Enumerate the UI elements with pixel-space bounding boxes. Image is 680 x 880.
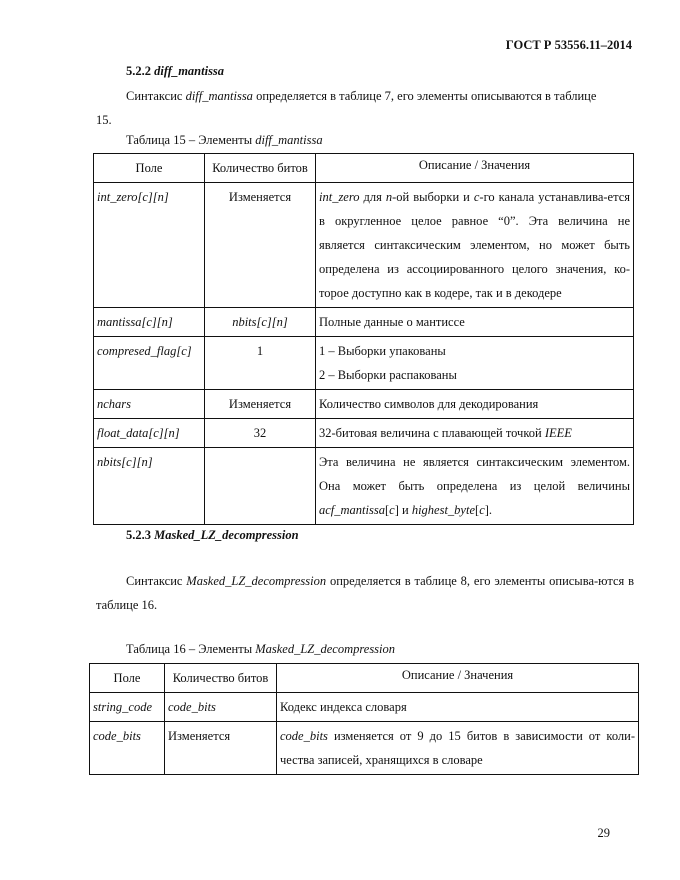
column-header: Описание / Значения bbox=[316, 154, 634, 183]
section-523-paragraph bbox=[96, 569, 634, 617]
table-header-row bbox=[94, 154, 634, 183]
caption-name: Masked_LZ_decompression bbox=[255, 642, 396, 656]
table-row bbox=[90, 693, 639, 722]
description-cell: 32-битовая величина с плавающей точкой IEEE bbox=[316, 419, 634, 448]
table15-caption bbox=[126, 133, 323, 148]
field-cell: int_zero[c][n] bbox=[94, 183, 205, 308]
description-cell: Количество символов для декодирования bbox=[316, 390, 634, 419]
table16-caption bbox=[126, 642, 395, 657]
para-text: Синтаксис bbox=[126, 89, 186, 103]
table-row bbox=[90, 722, 639, 775]
field-cell: nbits[c][n] bbox=[94, 448, 205, 525]
para-text: определяется в таблице 7, его элементы описываются в таблице bbox=[252, 89, 597, 103]
field-cell: string_code bbox=[90, 693, 165, 722]
column-header: Поле bbox=[94, 154, 205, 183]
field-cell: code_bits bbox=[90, 722, 165, 775]
bits-cell: Изменяется bbox=[205, 390, 316, 419]
document-header: ГОСТ Р 53556.11–2014 bbox=[505, 38, 632, 52]
bits-cell: code_bits bbox=[165, 693, 277, 722]
para-text: определяется в таблице 8, его элементы описыва-ются в таблице 16. bbox=[96, 574, 634, 612]
para-text: Синтаксис bbox=[126, 574, 187, 588]
page-number: 29 bbox=[597, 826, 610, 840]
heading-number: 5.2.3 bbox=[126, 528, 155, 542]
table-16 bbox=[89, 663, 639, 775]
bits-cell: Изменяется bbox=[205, 183, 316, 308]
table-row bbox=[94, 183, 634, 308]
table-row bbox=[94, 308, 634, 337]
caption-prefix: Таблица 16 – Элементы bbox=[126, 642, 256, 656]
heading-name: diff_mantissa bbox=[154, 64, 225, 78]
column-header: Описание / Значения bbox=[277, 664, 639, 693]
table-row bbox=[94, 419, 634, 448]
caption-name: diff_mantissa bbox=[255, 133, 323, 147]
bits-cell bbox=[205, 448, 316, 525]
column-header: Поле bbox=[90, 664, 165, 693]
table-header-row bbox=[90, 664, 639, 693]
table-row bbox=[94, 390, 634, 419]
para-name: Masked_LZ_decompression bbox=[186, 574, 327, 588]
description-cell: Эта величина не является синтаксическим элементом. Она может быть определена из целой величины acf_mantissa[c] и highest_byte[c]. bbox=[316, 448, 634, 525]
caption-prefix: Таблица 15 – Элементы bbox=[126, 133, 256, 147]
bits-cell: nbits[c][n] bbox=[205, 308, 316, 337]
table-15 bbox=[93, 153, 634, 525]
para-text: 15. bbox=[96, 113, 112, 127]
description-cell: Кодекс индекса словаря bbox=[277, 693, 639, 722]
heading-number: 5.2.2 bbox=[126, 64, 155, 78]
column-header: Количество битов bbox=[205, 154, 316, 183]
heading-name: Masked_LZ_decompression bbox=[154, 528, 299, 542]
table-row bbox=[94, 337, 634, 390]
description-cell: code_bits изменяется от 9 до 15 битов в зависимости от коли-чества записей, хранящихся в словаре bbox=[277, 722, 639, 775]
description-cell: int_zero для n-ой выборки и c-го канала устанавлива-ется в округленное целое равное “0”. Эта величина не является синтаксическим элементом, но может быть определена из ассоциированного целого значения, ко-торое доступно как в кодере, так и в декодере bbox=[316, 183, 634, 308]
bits-cell: 1 bbox=[205, 337, 316, 390]
section-522-paragraph bbox=[96, 84, 634, 132]
section-heading-522 bbox=[126, 64, 224, 79]
field-cell: float_data[c][n] bbox=[94, 419, 205, 448]
bits-cell: Изменяется bbox=[165, 722, 277, 775]
para-name: diff_mantissa bbox=[185, 89, 253, 103]
table-row bbox=[94, 448, 634, 525]
column-header: Количество битов bbox=[165, 664, 277, 693]
description-cell: 1 – Выборки упакованы 2 – Выборки распакованы bbox=[316, 337, 634, 390]
field-cell: compresed_flag[c] bbox=[94, 337, 205, 390]
description-cell: Полные данные о мантиссе bbox=[316, 308, 634, 337]
bits-cell: 32 bbox=[205, 419, 316, 448]
field-cell: mantissa[c][n] bbox=[94, 308, 205, 337]
field-cell: nchars bbox=[94, 390, 205, 419]
section-heading-523 bbox=[126, 528, 299, 543]
